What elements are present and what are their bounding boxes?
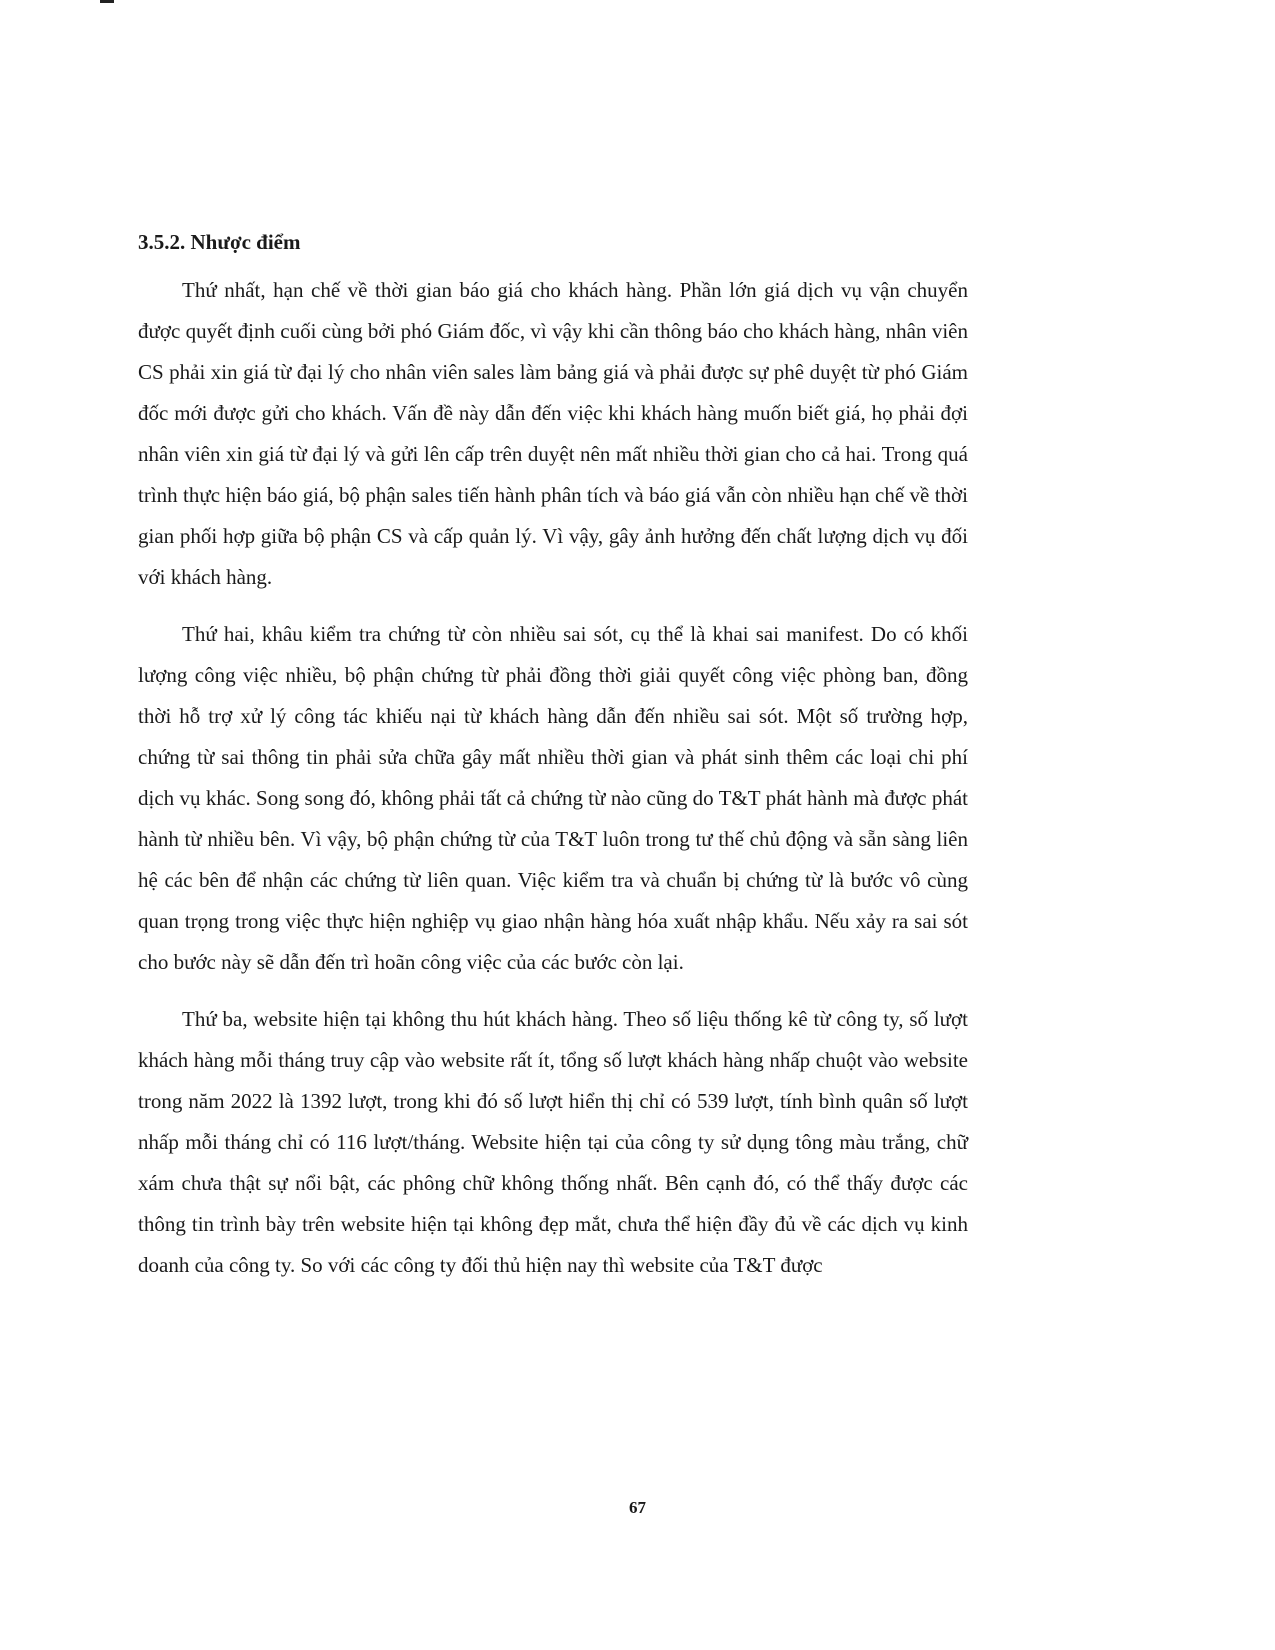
paragraph-second-weakness: Thứ hai, khâu kiểm tra chứng từ còn nhiều sai sót, cụ thể là khai sai manifest. Do có khối lượng công việc nhiều, bộ phận chứng từ phải đồng thời giải quyết công việc phòng ban, đồng thời hỗ trợ xử lý công tác khiếu nại từ khách hàng dẫn đến nhiều sai sót. Một số trường hợp, chứng từ sai thông tin phải sửa chữa gây mất nhiều thời gian và phát sinh thêm các loại chi phí dịch vụ khác. Song song đó, không phải tất cả chứng từ nào cũng do T&T phát hành mà được phát hành từ nhiều bên. Vì vậy, bộ phận chứng từ của T&T luôn trong tư thế chủ động và sẵn sàng liên hệ các bên để nhận các chứng từ liên quan. Việc kiểm tra và chuẩn bị chứng từ là bước vô cùng quan trọng trong việc thực hiện nghiệp vụ giao nhận hàng hóa xuất nhập khẩu. Nếu xảy ra sai sót cho bước này sẽ dẫn đến trì hoãn công việc của các bước còn lại. bbox=[138, 622, 968, 974]
paragraph-third-weakness: Thứ ba, website hiện tại không thu hút khách hàng. Theo số liệu thống kê từ công ty, số lượt khách hàng mỗi tháng truy cập vào website rất ít, tổng số lượt khách hàng nhấp chuột vào website trong năm 2022 là 1392 lượt, trong khi đó số lượt hiển thị chỉ có 539 lượt, tính bình quân số lượt nhấp mỗi tháng chỉ có 116 lượt/tháng. Website hiện tại của công ty sử dụng tông màu trắng, chữ xám chưa thật sự nổi bật, các phông chữ không thống nhất. Bên cạnh đó, có thể thấy được các thông tin trình bày trên website hiện tại không đẹp mắt, chưa thể hiện đầy đủ về các dịch vụ kinh doanh của công ty. So với các công ty đối thủ hiện nay thì website của T&T được bbox=[138, 1007, 968, 1277]
paragraph-first-weakness: Thứ nhất, hạn chế về thời gian báo giá cho khách hàng. Phần lớn giá dịch vụ vận chuyển được quyết định cuối cùng bởi phó Giám đốc, vì vậy khi cần thông báo cho khách hàng, nhân viên CS phải xin giá từ đại lý cho nhân viên sales làm bảng giá và phải được sự phê duyệt từ phó Giám đốc mới được gửi cho khách. Vấn đề này dẫn đến việc khi khách hàng muốn biết giá, họ phải đợi nhân viên xin giá từ đại lý và gửi lên cấp trên duyệt nên mất nhiều thời gian cho cả hai. Trong quá trình thực hiện báo giá, bộ phận sales tiến hành phân tích và báo giá vẫn còn nhiều hạn chế về thời gian phối hợp giữa bộ phận CS và cấp quản lý. Vì vậy, gây ảnh hưởng đến chất lượng dịch vụ đối với khách hàng. bbox=[138, 278, 968, 589]
page-number: 67 bbox=[629, 1498, 646, 1517]
page-body bbox=[138, 226, 968, 1302]
section-heading: 3.5.2. Nhược điểm bbox=[138, 230, 301, 254]
scan-artifact bbox=[100, 0, 114, 3]
